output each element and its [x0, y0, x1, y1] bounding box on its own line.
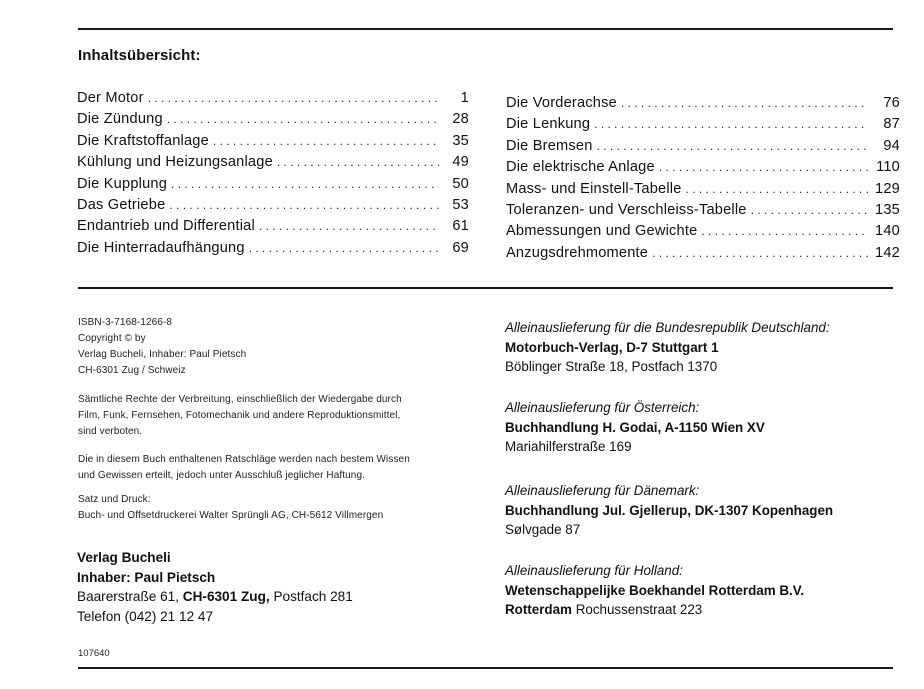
toc-entry-title: Endantrieb und Differential	[77, 218, 255, 235]
printer-credit	[78, 492, 498, 524]
publisher-street: Baarerstraße 61,	[77, 589, 179, 604]
toc-entry-page: 69	[452, 239, 469, 256]
publisher-name: Verlag Bucheli	[77, 550, 171, 565]
isbn: ISBN-3-7168-1266-8	[78, 317, 173, 328]
distributor-address: Rochussenstraat 223	[575, 602, 703, 617]
distributor-name: Motorbuch-Verlag, D-7 Stuttgart 1	[505, 339, 719, 355]
printer-name: Buch- und Offsetdruckerei Walter Sprüngli AG, CH-5612 Villmergen	[78, 510, 384, 521]
toc-entry-page: 129	[875, 180, 900, 197]
toc-leader-dots	[169, 198, 439, 212]
rights-line: sind verboten.	[78, 426, 143, 437]
toc-leader-dots	[171, 177, 439, 191]
distributor-address-line	[505, 600, 905, 620]
toc-leader-dots	[167, 112, 439, 126]
distributor-city: Rotterdam	[505, 602, 572, 617]
toc-entry-page: 50	[452, 175, 469, 192]
advice-line: Die in diesem Buch enthaltenen Ratschläge werden nach bestem Wissen	[78, 454, 410, 465]
toc-entry-title: Die Kraftstoffanlage	[77, 132, 209, 149]
toc-heading: Inhaltsübersicht:	[78, 47, 201, 64]
toc-entry	[506, 138, 900, 159]
toc-entry	[506, 202, 900, 223]
toc-entry	[77, 133, 469, 154]
toc-entry	[506, 223, 900, 244]
copyright: Copyright © by	[78, 333, 146, 344]
print-label: Satz und Druck:	[78, 494, 151, 505]
toc-leader-dots	[277, 155, 439, 169]
toc-entry	[77, 218, 469, 239]
imprint-block	[78, 315, 408, 379]
distributor-name: Buchhandlung Jul. Gjellerup, DK-1307 Kopenhagen	[505, 502, 834, 518]
toc-entry-title: Anzugsdrehmomente	[506, 244, 649, 261]
top-divider	[78, 28, 893, 30]
distributor-address: Sølvgade 87	[505, 522, 581, 537]
copyright-holder: Verlag Bucheli, Inhaber: Paul Pietsch	[78, 349, 247, 360]
toc-leader-dots	[249, 241, 439, 255]
toc-entry-title: Mass- und Einstell-Tabelle	[506, 180, 682, 197]
toc-entry-page: 76	[883, 95, 900, 111]
publisher-owner: Inhaber: Paul Pietsch	[77, 569, 216, 585]
toc-entry-page: 110	[876, 159, 900, 176]
toc-entry-title: Toleranzen- und Verschleiss-Tabelle	[506, 201, 747, 218]
publisher-street-line	[77, 587, 477, 607]
middle-divider	[78, 287, 893, 289]
bottom-divider	[78, 667, 893, 669]
toc-leader-dots	[686, 182, 868, 196]
toc-entry-page: 28	[452, 111, 469, 128]
document-number: 107640	[78, 648, 110, 659]
distribution-denmark	[505, 481, 905, 540]
toc-entry-page: 1	[460, 90, 469, 106]
toc-entry-title: Die elektrische Anlage	[506, 159, 655, 176]
toc-leader-dots	[259, 219, 439, 233]
distributor-name: Buchhandlung H. Godai, A-1150 Wien XV	[505, 419, 765, 435]
toc-entry	[77, 154, 469, 175]
toc-entry	[506, 245, 900, 266]
toc-entry-page: 142	[875, 244, 900, 261]
toc-entry-page: 49	[452, 154, 469, 171]
toc-entry	[77, 111, 469, 132]
distribution-label: Alleinauslieferung für Österreich:	[505, 400, 700, 415]
toc-entry-title: Der Motor	[77, 90, 144, 106]
toc-entry-title: Die Bremsen	[506, 137, 593, 154]
toc-leader-dots	[621, 96, 868, 110]
toc-entry-title: Kühlung und Heizungsanlage	[77, 154, 273, 171]
toc-entry-page: 135	[875, 201, 900, 218]
toc-leader-dots	[659, 160, 868, 174]
rights-line: Film, Funk, Fernsehen, Fotomechanik und andere Reproduktionsmittel,	[78, 410, 401, 421]
toc-entry	[506, 159, 900, 180]
toc-entry	[77, 176, 469, 197]
distribution-label: Alleinauslieferung für Dänemark:	[505, 483, 700, 498]
publisher-city: CH-6301 Zug,	[182, 589, 270, 604]
toc-leader-dots	[597, 139, 868, 153]
distribution-germany	[505, 318, 905, 377]
toc-leader-dots	[652, 246, 868, 260]
toc-entry-title: Die Vorderachse	[506, 95, 617, 111]
distribution-label: Alleinauslieferung für Holland:	[505, 563, 683, 578]
toc-leader-dots	[148, 91, 439, 105]
publisher-address	[77, 548, 477, 626]
toc-leader-dots	[701, 224, 868, 238]
toc-entry	[77, 197, 469, 218]
toc-entry-page: 87	[883, 116, 900, 133]
toc-entry-page: 140	[875, 223, 900, 240]
toc-entry-title: Die Zündung	[77, 111, 163, 128]
toc-entry-page: 35	[452, 132, 469, 149]
toc-leader-dots	[213, 134, 439, 148]
publisher-phone: Telefon (042) 21 12 47	[77, 608, 214, 624]
toc-entry	[77, 90, 469, 111]
toc-entry-page: 53	[452, 196, 469, 213]
toc-entry-title: Die Kupplung	[77, 175, 168, 192]
distribution-label: Alleinauslieferung für die Bundesrepublik Deutschland:	[505, 320, 830, 335]
publisher-postbox: Postfach 281	[273, 589, 353, 604]
distributor-address: Böblinger Straße 18, Postfach 1370	[505, 359, 718, 374]
toc-entry-title: Die Lenkung	[506, 116, 591, 133]
toc-leader-dots	[751, 203, 868, 217]
toc-left-column	[77, 90, 469, 261]
distributor-address: Mariahilferstraße 169	[505, 439, 632, 454]
toc-entry-title: Das Getriebe	[77, 196, 166, 213]
toc-entry	[506, 116, 900, 137]
toc-entry-page: 94	[883, 137, 900, 154]
advice-line: und Gewissen erteilt, jedoch unter Ausschluß jeglicher Haftung.	[78, 470, 366, 481]
rights-line: Sämtliche Rechte der Verbreitung, einschließlich der Wiedergabe durch	[78, 394, 402, 405]
toc-entry	[506, 181, 900, 202]
copyright-location: CH-6301 Zug / Schweiz	[78, 365, 186, 376]
liability-notice	[78, 452, 498, 484]
toc-entry-title: Die Hinterradaufhängung	[77, 239, 245, 256]
distribution-austria	[505, 398, 905, 457]
toc-entry-title: Abmessungen und Gewichte	[506, 223, 698, 240]
toc-entry	[77, 240, 469, 261]
rights-notice	[78, 392, 498, 440]
toc-leader-dots	[594, 117, 868, 131]
toc-entry	[506, 95, 900, 116]
distribution-holland	[505, 561, 905, 620]
toc-entry-page: 61	[452, 218, 469, 235]
distributor-name: Wetenschappelijke Boekhandel Rotterdam B.V.	[505, 582, 805, 598]
toc-right-column	[506, 95, 900, 266]
